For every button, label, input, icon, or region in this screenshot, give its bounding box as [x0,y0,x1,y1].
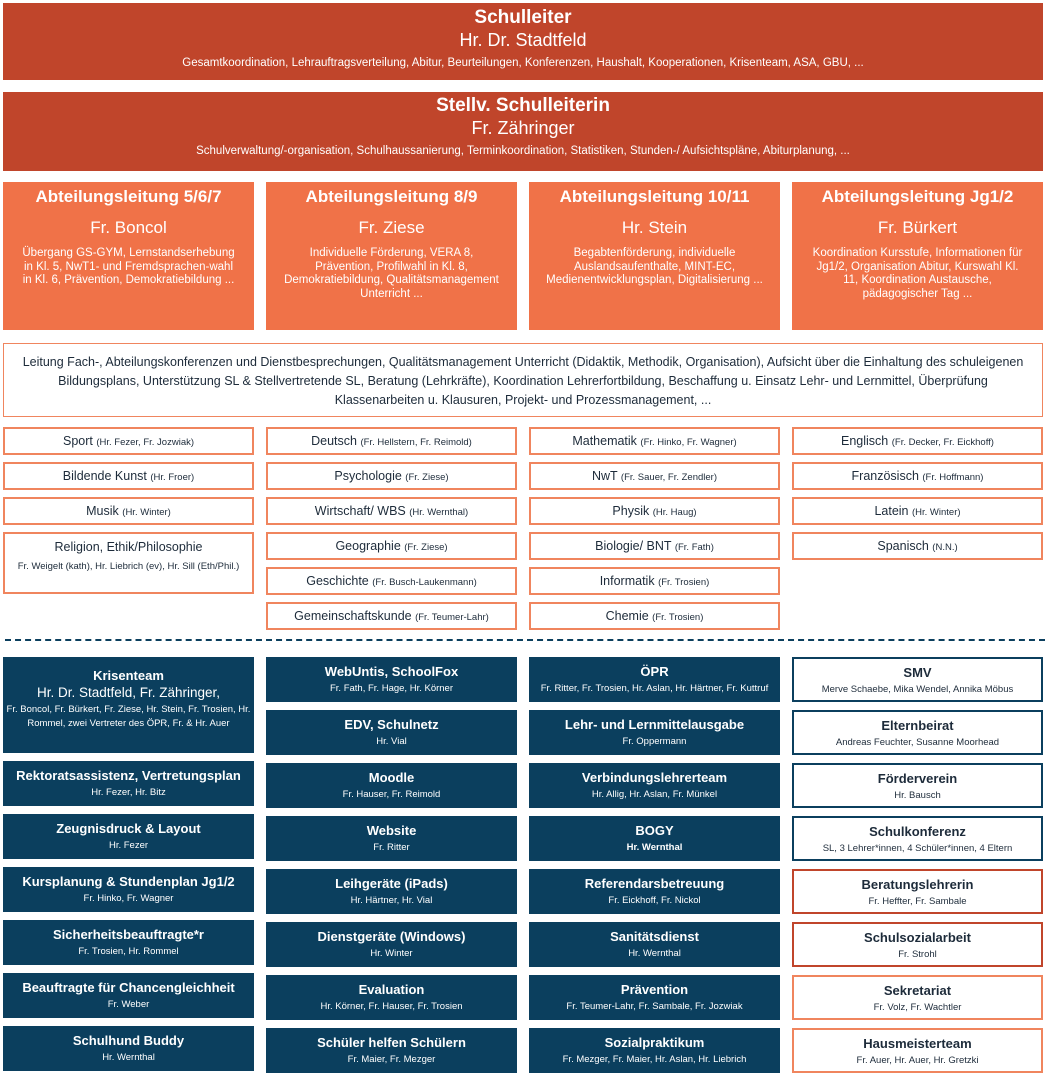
team-people: Fr. Teumer-Lahr, Fr. Sambale, Fr. Jozwiak [566,1001,743,1012]
subject-people: (Fr. Trosien) [658,577,710,588]
team-box [529,710,780,755]
team-box [3,814,254,859]
team-box [529,657,780,702]
team-title: Leihgeräte (iPads) [335,876,448,891]
subject-box [792,497,1043,525]
subject-column [3,427,254,594]
subject-people: (Fr. Busch-Laukenmann) [372,577,477,588]
abteilung-title: Abteilungsleitung 5/6/7 [35,187,222,206]
team-title: ÖPR [640,664,669,679]
team-people: SL, 3 Lehrer*innen, 4 Schüler*innen, 4 Eltern [822,843,1013,854]
team-title: Website [366,823,417,838]
schulleiter-box [3,3,1043,80]
subject-box [266,532,517,560]
team-title: Sanitätsdienst [610,929,699,944]
abteilung-box [3,182,254,330]
subject-people: (Hr. Haug) [652,507,697,518]
team-box [529,816,780,861]
team-box [266,922,517,967]
team-box [792,922,1043,967]
subject-people: (Hr. Fezer, Fr. Jozwiak) [96,437,195,448]
team-title: Referendarsbetreuung [584,876,725,891]
team-title: WebUntis, SchoolFox [324,664,459,679]
subject-box [266,602,517,630]
team-box [266,710,517,755]
team-title: Schulsozialarbeit [864,930,971,945]
abteilung-duties: Koordination Kursstufe, Informationen für Jg1/2, Organisation Abitur, Kurswahl Kl. 11, Koordination Austausche, pädagogischer Tag ... [812,247,1023,300]
team-title: Sekretariat [883,983,952,998]
team-title: Kursplanung & Stundenplan Jg1/2 [22,874,235,889]
team-title: Dienstgeräte (Windows) [317,929,466,944]
team-box [529,975,780,1020]
team-box [529,869,780,914]
team-title: Prävention [620,982,689,997]
team-box [266,816,517,861]
stellv-schulleiterin-box [3,92,1043,171]
team-people: Fr. Weber [107,999,150,1010]
subject-people: (Fr. Ziese) [405,472,449,483]
team-box [266,657,517,702]
subject-name: Französisch [851,469,919,483]
team-title: Moodle [368,770,415,785]
team-title: Sozialpraktikum [604,1035,705,1050]
subject-box [529,602,780,630]
team-box [3,657,254,753]
team-people: Hr. Bausch [894,790,941,801]
team-box [529,763,780,808]
subject-name: Physik [612,504,650,518]
team-title: Verbindungslehrerteam [581,770,728,785]
team-title: SMV [903,665,932,680]
subject-box [3,497,254,525]
team-people: Hr. Vial [376,736,407,747]
team-people: Hr. Wernthal [102,1052,155,1063]
team-title: Beauftragte für Chancengleichheit [22,980,235,995]
team-title: Krisenteam [93,668,164,683]
team-people: Fr. Auer, Hr. Auer, Hr. Gretzki [856,1055,979,1066]
team-title: Rektoratsassistenz, Vertretungsplan [16,768,241,783]
team-people: Fr. Boncol, Fr. Bürkert, Fr. Ziese, Hr. Stein, Fr. Trosien, Hr. Rommel, zwei Vertreter des ÖPR, Fr. & Hr. Auer [6,704,251,729]
subject-people: (Fr. Decker, Fr. Eickhoff) [891,437,994,448]
team-box [792,657,1043,702]
subject-box [266,462,517,490]
team-title: Förderverein [877,771,958,786]
team-box [266,1028,517,1073]
team-box [529,922,780,967]
team-box [792,710,1043,755]
team-box [792,1028,1043,1073]
team-box [266,975,517,1020]
team-people: Fr. Fath, Fr. Hage, Hr. Körner [329,683,453,694]
subject-box [529,532,780,560]
team-title: Elternbeirat [881,718,954,733]
team-people: Fr. Strohl [898,949,937,960]
team-box [792,763,1043,808]
team-title: Sicherheitsbeauftragte*r [53,927,204,942]
team-column [266,657,517,1073]
team-people: Hr. Körner, Fr. Hauser, Fr. Trosien [320,1001,463,1012]
team-people: Fr. Eickhoff, Fr. Nickol [608,895,701,906]
team-people: Andreas Feuchter, Susanne Moorhead [835,737,1000,748]
team-people: Hr. Wernthal [628,948,681,959]
subject-name: Chemie [605,609,649,623]
subject-box [3,427,254,455]
abteilung-duties: Individuelle Förderung, VERA 8, Prävention, Profilwahl in Kl. 8, Demokratiebildung, Qualitätsmanagement Unterricht ... [284,247,499,300]
subject-name: Bildende Kunst [62,469,147,483]
subject-name: Religion, Ethik/Philosophie [54,540,203,554]
subject-name: Deutsch [311,434,357,448]
team-title: Lehr- und Lernmittelausgabe [564,717,745,732]
subject-box [266,497,517,525]
team-title: Zeugnisdruck & Layout [56,821,201,836]
subject-name: Sport [62,434,93,448]
subject-name: NwT [591,469,618,483]
section-divider [5,639,1045,641]
schulleiter-duties: Gesamtkoordination, Lehrauftragsverteilung, Abitur, Beurteilungen, Konferenzen, Haushalt, Kooperationen, Krisenteam, ASA, GBU, ... [182,57,864,69]
team-people: Hr. Fezer, Hr. Bitz [91,787,166,798]
team-people: Fr. Hinko, Fr. Wagner [83,893,174,904]
subject-box [792,532,1043,560]
abteilung-title: Abteilungsleitung 10/11 [559,187,750,206]
subject-column [529,427,780,630]
team-title: Hausmeisterteam [863,1036,972,1051]
team-lead: Hr. Dr. Stadtfeld, Fr. Zähringer, [36,685,221,700]
team-box [3,920,254,965]
team-title: BOGY [635,823,674,838]
team-title: Schüler helfen Schülern [317,1035,466,1050]
subject-name: Spanisch [877,539,929,553]
schulleiter-title: Schulleiter [474,7,572,28]
team-people: Hr. Fezer [108,840,149,851]
team-people: Fr. Ritter [373,842,410,853]
subject-name: Gemeinschaftskunde [294,609,412,623]
subject-box [792,427,1043,455]
subject-people: (Hr. Wernthal) [409,507,469,518]
subject-people: (Hr. Winter) [911,507,961,518]
team-box [3,973,254,1018]
team-people: Hr. Allig, Hr. Aslan, Fr. Münkel [591,789,718,800]
team-title: Schulkonferenz [869,824,966,839]
team-box [266,869,517,914]
team-people: Fr. Mezger, Fr. Maier, Hr. Aslan, Hr. Liebrich [562,1054,747,1065]
subject-box [529,462,780,490]
schulleiter-name: Hr. Dr. Stadtfeld [459,30,587,50]
abteilung-title: Abteilungsleitung Jg1/2 [821,187,1014,206]
team-people: Fr. Oppermann [622,736,687,747]
subject-column [792,427,1043,560]
subject-name: Latein [874,504,909,518]
subject-box [529,567,780,595]
abteilung-name: Fr. Boncol [90,218,167,237]
subject-box [529,427,780,455]
subject-box [3,532,254,594]
abteilung-name: Hr. Stein [621,218,688,237]
abteilung-title: Abteilungsleitung 8/9 [305,187,478,206]
team-people: Hr. Wernthal [626,842,683,853]
team-people: Merve Schaebe, Mika Wendel, Annika Möbus [821,684,1014,695]
subject-box [266,427,517,455]
abteilung-duties: Begabtenförderung, individuelle Auslandsaufenthalte, MINT-EC, Medienentwicklungsplan, Digitalisierung ... [546,247,763,286]
subject-people: (Fr. Hoffmann) [922,472,984,483]
abteilung-name: Fr. Ziese [358,218,425,237]
subject-people: (Fr. Hinko, Fr. Wagner) [640,437,737,448]
subject-box [3,462,254,490]
subject-name: Mathematik [572,434,637,448]
team-box [792,869,1043,914]
subject-column [266,427,517,630]
subject-people: Fr. Weigelt (kath), Hr. Liebrich (ev), Hr. Sill (Eth/Phil.) [17,561,240,572]
team-people: Fr. Maier, Fr. Mezger [347,1054,436,1065]
abteilung-box [266,182,517,330]
subject-name: Geschichte [306,574,369,588]
subject-people: (Fr. Fath) [674,542,714,553]
subject-people: (N.N.) [932,542,958,553]
abteilung-box [792,182,1043,330]
fachleitung-duties: Leitung Fach-, Abteilungskonferenzen und Dienstbesprechungen, Qualitätsmanagement Unterricht (Didaktik, Methodik, Organisation), Aufsicht über die Einhaltung des schuleigenen Bildungsplans, Unterstützung SL & Stellvertretende SL, Beratung (Lehrkräfte), Koordination Lehrerfortbildung, Beschaffung u. Einsatz Lehr- und Lernmittel, Überprüfung Klassenarbeiten u. Klausuren, Projekt- und Prozessmanagement, ... [3,343,1043,417]
team-column [529,657,780,1073]
subject-people: (Fr. Hellstern, Fr. Reimold) [360,437,472,448]
team-box [3,867,254,912]
team-people: Fr. Trosien, Hr. Rommel [78,946,179,957]
team-title: EDV, Schulnetz [344,717,439,732]
team-people: Hr. Härtner, Hr. Vial [350,895,433,906]
subject-box [529,497,780,525]
subject-people: (Fr. Trosien) [652,612,704,623]
team-column [3,657,254,1071]
team-box [792,816,1043,861]
subject-people: (Hr. Winter) [122,507,171,518]
subject-box [792,462,1043,490]
subject-name: Biologie/ BNT [595,539,672,553]
stellv-title: Stellv. Schulleiterin [436,95,610,116]
subject-name: Psychologie [334,469,402,483]
team-box [3,1026,254,1071]
subject-name: Informatik [599,574,655,588]
subject-name: Englisch [841,434,889,448]
stellv-name: Fr. Zähringer [471,118,575,138]
subject-people: (Fr. Ziese) [404,542,448,553]
team-title: Evaluation [358,982,425,997]
subject-people: (Fr. Sauer, Fr. Zendler) [620,472,718,483]
team-people: Fr. Hauser, Fr. Reimold [342,789,441,800]
subject-name: Wirtschaft/ WBS [314,504,406,518]
team-people: Hr. Winter [370,948,413,959]
team-box [792,975,1043,1020]
subject-people: (Fr. Teumer-Lahr) [415,612,489,623]
abteilung-duties: Übergang GS-GYM, Lernstandserhebung in Kl. 5, NwT1- und Fremdsprachen-wahl in Kl. 6, Prävention, Demokratiebildung ... [22,247,235,286]
subject-box [266,567,517,595]
team-people: Fr. Volz, Fr. Wachtler [873,1002,962,1013]
subject-name: Geographie [335,539,401,553]
team-title: Schulhund Buddy [72,1033,185,1048]
abteilung-name: Fr. Bürkert [877,218,958,237]
subject-name: Musik [86,504,119,518]
team-people: Fr. Ritter, Fr. Trosien, Hr. Aslan, Hr. Härtner, Fr. Kuttruf [540,683,769,694]
subject-people: (Hr. Froer) [150,472,195,483]
team-box [529,1028,780,1073]
team-column [792,657,1043,1073]
stellv-duties: Schulverwaltung/-organisation, Schulhaussanierung, Terminkoordination, Statistiken, Stunden-/ Aufsichtspläne, Abiturplanung, ... [196,145,850,157]
team-people: Fr. Heffter, Fr. Sambale [868,896,967,907]
team-box [266,763,517,808]
team-box [3,761,254,806]
abteilung-box [529,182,780,330]
team-title: Beratungslehrerin [861,877,974,892]
